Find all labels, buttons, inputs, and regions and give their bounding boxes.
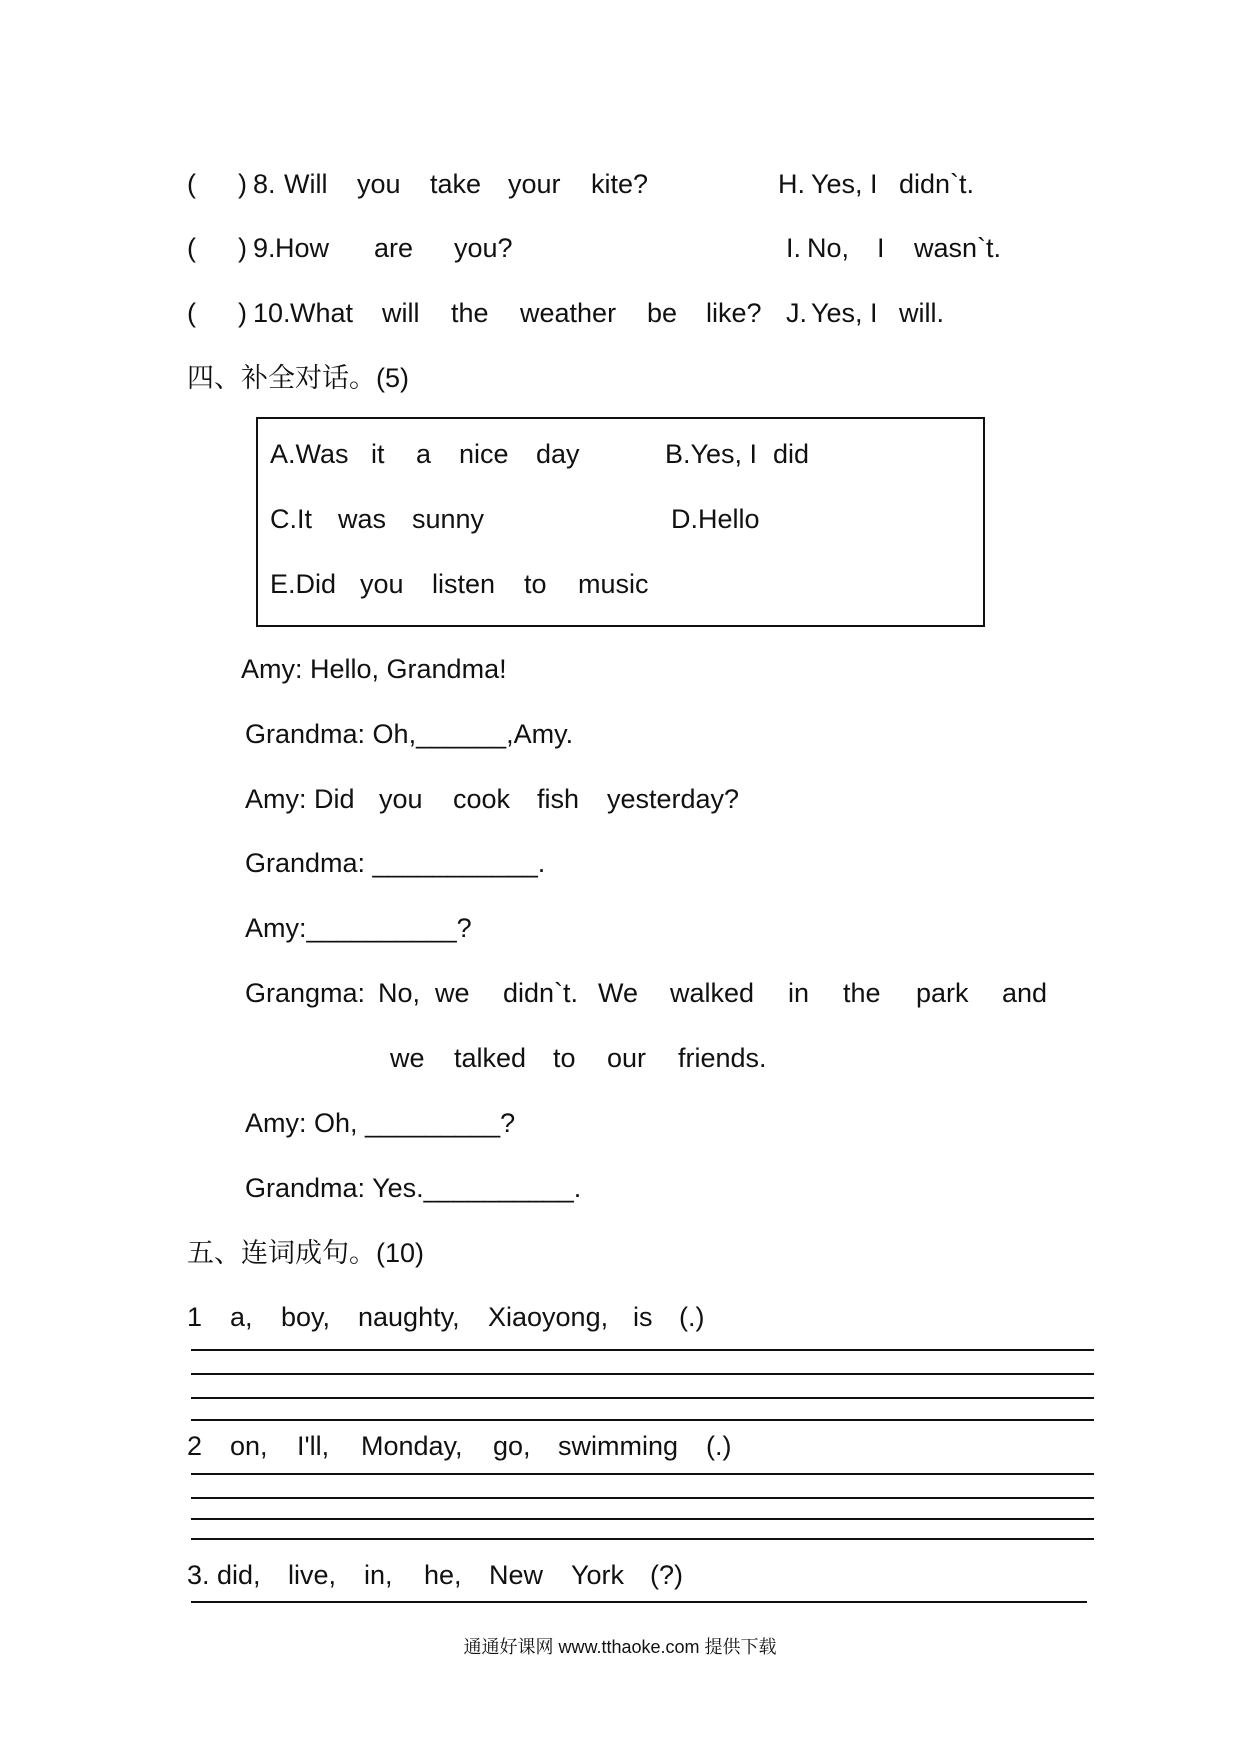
answer-word: No, (807, 233, 850, 263)
dialogue-word: Amy: Did (245, 784, 355, 814)
option-word: to (524, 569, 547, 599)
bracket-close: ) (238, 298, 247, 328)
option-word: sunny (412, 504, 485, 534)
dialogue-word: Grangma: (245, 978, 366, 1008)
dialogue-line: Amy: Oh, _________? (245, 1108, 516, 1138)
dialogue-word: we (390, 1043, 425, 1073)
option-word: D.Hello (671, 504, 760, 534)
word: weather (520, 298, 617, 328)
dialogue-word: our (607, 1043, 647, 1073)
item-word: a, (230, 1302, 253, 1332)
word: How (275, 233, 330, 263)
writing-line (191, 1473, 1094, 1475)
dialogue-word: the (843, 978, 881, 1008)
writing-line (191, 1419, 1094, 1421)
word: Will (284, 169, 328, 199)
dialogue-word: park (916, 978, 969, 1008)
item-word: 2 (187, 1431, 203, 1461)
dialogue-word: and (1002, 978, 1048, 1008)
item-word: naughty, (358, 1302, 460, 1332)
writing-line (191, 1373, 1094, 1375)
item-word: in, (364, 1560, 393, 1590)
section4-title: 四、补全对话。(5) (187, 363, 409, 393)
word: be (647, 298, 678, 328)
option-word: music (578, 569, 649, 599)
item-word: York (571, 1560, 625, 1590)
writing-line (191, 1349, 1094, 1351)
word: are (374, 233, 414, 263)
item-word: Monday, (361, 1431, 463, 1461)
option-word: C.It (270, 504, 313, 534)
answer-word: didn`t. (899, 169, 975, 199)
option-word: a (416, 439, 432, 469)
option-word: it (371, 439, 385, 469)
option-word: listen (432, 569, 496, 599)
answer-word: I (877, 233, 885, 263)
dialogue-word: No, (378, 978, 421, 1008)
dialogue-line: Amy: Hello, Grandma! (241, 654, 507, 684)
dialogue-word: We (598, 978, 639, 1008)
dialogue-word: to (553, 1043, 576, 1073)
dialogue-word: friends. (678, 1043, 767, 1073)
item-word: is (633, 1302, 653, 1332)
answer-letter: H. (778, 169, 805, 199)
answer-bracket: ( (187, 169, 196, 199)
dialogue-word: cook (453, 784, 511, 814)
dialogue-word: we (435, 978, 470, 1008)
word: take (430, 169, 482, 199)
question-number: 8. (253, 169, 276, 199)
item-word: I'll, (297, 1431, 330, 1461)
item-word: go, (493, 1431, 531, 1461)
writing-line (191, 1397, 1094, 1399)
item-word: swimming (558, 1431, 679, 1461)
item-word: (.) (706, 1431, 732, 1461)
option-word: was (338, 504, 387, 534)
dialogue-word: yesterday? (607, 784, 740, 814)
word: your (508, 169, 561, 199)
word: like? (706, 298, 762, 328)
item-word: Xiaoyong, (488, 1302, 609, 1332)
writing-line (191, 1538, 1094, 1540)
dialogue-word: walked (670, 978, 755, 1008)
option-word: A.Was (270, 439, 349, 469)
item-word: 1 (187, 1302, 203, 1332)
section5-title: 五、连词成句。(10) (187, 1238, 425, 1268)
dialogue-word: you (379, 784, 423, 814)
option-word: nice (459, 439, 509, 469)
dialogue-line: Grandma: Oh,______,Amy. (245, 719, 574, 749)
answer-word: Yes, I (811, 169, 878, 199)
answer-word: Yes, I (811, 298, 878, 328)
writing-line (191, 1601, 1087, 1603)
item-word: he, (424, 1560, 462, 1590)
dialogue-line: Grandma: ___________. (245, 848, 546, 878)
question-number: 10. (253, 298, 291, 328)
answer-bracket: ( (187, 298, 196, 328)
item-word: 3. did, (187, 1560, 261, 1590)
bracket-close: ) (238, 169, 247, 199)
answer-letter: I. (786, 233, 802, 263)
item-word: live, (288, 1560, 337, 1590)
dialogue-word: talked (454, 1043, 527, 1073)
word: the (451, 298, 489, 328)
dialogue-line: Grandma: Yes.__________. (245, 1173, 582, 1203)
answer-letter: J. (786, 298, 808, 328)
writing-line (191, 1497, 1094, 1499)
answer-word: will. (899, 298, 944, 328)
writing-line (191, 1518, 1094, 1520)
dialogue-line: Amy:__________? (245, 913, 472, 943)
word: you? (454, 233, 513, 263)
answer-bracket: ( (187, 233, 196, 263)
bracket-close: ) (238, 233, 247, 263)
dialogue-word: in (788, 978, 810, 1008)
page-footer: 通通好课网 www.tthaoke.com 提供下载 (463, 1637, 777, 1657)
option-word: day (536, 439, 580, 469)
item-word: (?) (650, 1560, 683, 1590)
item-word: New (489, 1560, 544, 1590)
dialogue-word: didn`t. (503, 978, 579, 1008)
word: you (357, 169, 401, 199)
option-word: B.Yes, I (665, 439, 758, 469)
word: will (382, 298, 420, 328)
word: kite? (591, 169, 649, 199)
question-number: 9. (253, 233, 276, 263)
option-word: E.Did (270, 569, 337, 599)
item-word: (.) (679, 1302, 705, 1332)
option-word: you (360, 569, 404, 599)
item-word: boy, (281, 1302, 331, 1332)
dialogue-word: fish (537, 784, 580, 814)
option-word: did (773, 439, 810, 469)
word: What (290, 298, 354, 328)
item-word: on, (230, 1431, 268, 1461)
answer-word: wasn`t. (914, 233, 1002, 263)
